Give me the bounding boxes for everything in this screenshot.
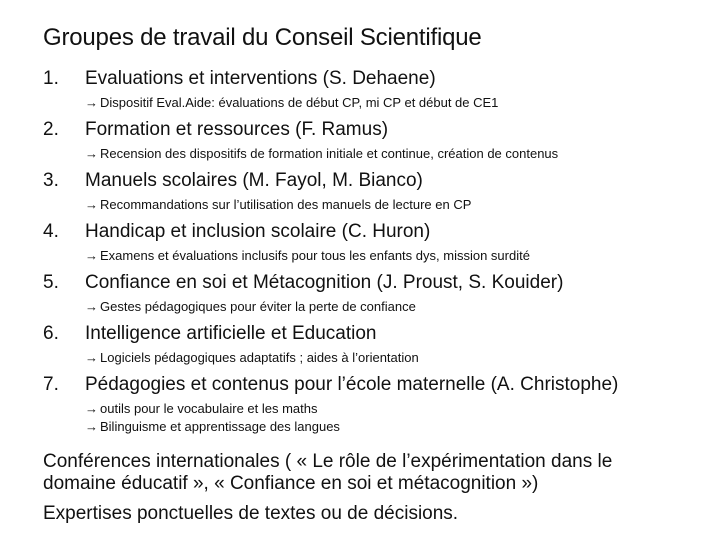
sub-item-text: outils pour le vocabulaire et les maths [100,401,318,416]
sub-item [85,145,703,163]
arrow-right-icon: → [85,419,98,434]
item-label: Formation et ressources (F. Ramus) [85,119,389,140]
sub-item [85,247,703,265]
item-number: 7. [43,374,59,395]
slide-title: Groupes de travail du Conseil Scientifique [43,24,482,51]
item-number: 1. [43,68,59,89]
sub-item [85,349,703,367]
item-label: Pédagogies et contenus pour l’école maternelle (A. Christophe) [85,374,619,395]
sub-item-text: Examens et évaluations inclusifs pour tous les enfants dys, mission surdité [100,248,530,263]
list-item [43,170,703,214]
item-number: 3. [43,170,59,191]
sub-item [85,196,703,214]
item-label: Intelligence artificielle et Education [85,323,377,344]
list-item [43,68,703,112]
list-item [43,221,703,265]
arrow-right-icon: → [85,299,98,314]
arrow-right-icon: → [85,350,98,365]
arrow-right-icon: → [85,146,98,161]
item-number: 6. [43,323,59,344]
list-item [43,119,703,163]
sub-item-text: Gestes pédagogiques pour éviter la perte de confiance [100,299,416,314]
sub-item [85,94,703,112]
item-label: Handicap et inclusion scolaire (C. Huron) [85,221,431,242]
conferences-text: Conférences internationales ( « Le rôle de l’expérimentation dans le domaine éducatif », « Confiance en soi et métacognition ») [43,451,613,494]
item-label: Evaluations et interventions (S. Dehaene) [85,68,436,89]
item-label: Manuels scolaires (M. Fayol, M. Bianco) [85,170,423,191]
sub-item-text: Recommandations sur l’utilisation des manuels de lecture en CP [100,197,472,212]
sub-item [85,298,703,316]
item-number: 2. [43,119,59,140]
sub-item [85,418,703,436]
item-label: Confiance en soi et Métacognition (J. Proust, S. Kouider) [85,272,564,293]
sub-item [85,400,703,418]
arrow-right-icon: → [85,248,98,263]
sub-item-text: Recension des dispositifs de formation initiale et continue, création de contenus [100,146,559,161]
arrow-right-icon: → [85,95,98,110]
list-item [43,374,703,436]
item-number: 4. [43,221,59,242]
item-number: 5. [43,272,59,293]
arrow-right-icon: → [85,401,98,416]
sub-item-text: Logiciels pédagogiques adaptatifs ; aides à l’orientation [100,350,419,365]
list-item [43,323,703,367]
sub-item-text: Dispositif Eval.Aide: évaluations de début CP, mi CP et début de CE1 [100,95,499,110]
list-item [43,272,703,316]
expertises-text: Expertises ponctuelles de textes ou de décisions. [43,503,459,524]
sub-item-text: Bilinguisme et apprentissage des langues [100,419,340,434]
arrow-right-icon: → [85,197,98,212]
